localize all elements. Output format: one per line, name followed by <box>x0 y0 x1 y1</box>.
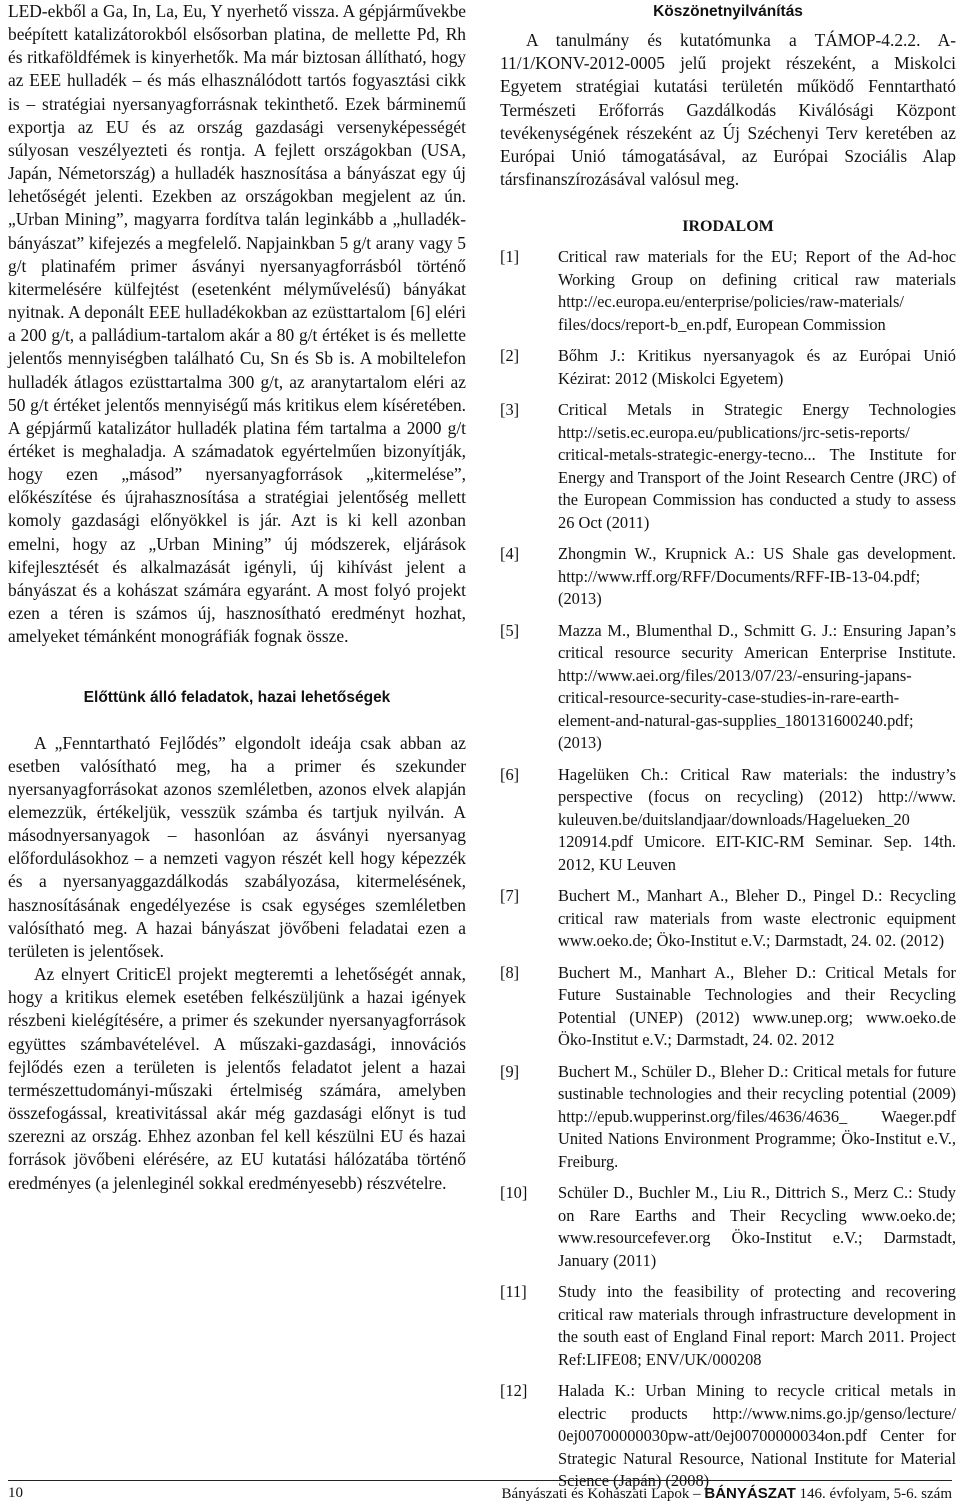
reference-text: Hagelüken Ch.: Critical Raw materials: the industry’s perspective (focus on recycling) (2012) http://www. kuleuven.be/duitslandjaar/downloads/Hagelueken_20 120914.pdf Umicore. EIT-KIC-RM Seminar. Sep. 14th. 2012, KU Leuven <box>558 764 956 874</box>
reference-item <box>500 1182 956 1272</box>
reference-item <box>500 962 956 1052</box>
reference-number: [6] <box>500 764 520 784</box>
reference-number: [3] <box>500 400 520 420</box>
right-column <box>500 0 956 1502</box>
reference-number: [7] <box>500 886 520 906</box>
acknowledgement-text: A tanulmány és kutatómunka a TÁMOP-4.2.2. A-11/1/KONV-2012-0005 jelű projekt részeként, a Miskolci Egyetem stratégiai kutatási területén működő Fenntartható Természeti Erőforrás Gazdálkodás Kiválósági Központ tevékenységének részeként az Új Széchenyi Terv keretében az Európai Unió támogatásával, az Európai Szociális Alap társfinanszírozásával valósul meg. <box>500 30 956 190</box>
reference-item <box>500 345 956 390</box>
reference-number: [8] <box>500 962 520 982</box>
journal-suffix: 146. évfolyam, 5-6. szám <box>799 1486 952 1502</box>
reference-item <box>500 764 956 877</box>
reference-number: [2] <box>500 346 520 366</box>
reference-text: Buchert M., Manhart A., Bleher D.: Critical Metals for Future Sustainable Technologies and their Recycling Potential (UNEP) (2012) www.unep.org; www.oeko.de Öko-Institut e.V.; Darmstadt, 24. 02. 2012 <box>558 962 956 1050</box>
reference-text: Critical raw materials for the EU; Report of the Ad-hoc Working Group on defining critical raw materials http://ec.europa.eu/enterprise/policies/raw-materials/ files/docs/report-b_en.pdf, European Commission <box>558 247 956 334</box>
reference-item <box>500 1380 956 1493</box>
reference-item <box>500 246 956 336</box>
reference-text: Buchert M., Schüler D., Bleher D.: Critical metals for future sustinable technologies and their recycling potential (2009) http://epub.wupperinst.org/files/4636/4636_ Waeger.pdf United Nations Environment Programme; Öko-Institut e.V., Freiburg. <box>558 1061 956 1171</box>
reference-text: Halada K.: Urban Mining to recycle critical metals in electric products http://www.nims.go.jp/genso/lecture/ 0ej00700000030pw-att/0ej00700000034on.pdf Center for Strategic Natural Resource, National Institute for Material Science (Japán) (2008) <box>558 1381 956 1491</box>
acknowledgement-heading: Köszönetnyilvánítás <box>653 3 803 20</box>
reference-text: Schüler D., Buchler M., Liu R., Dittrich S., Merz C.: Study on Rare Earths and Their Recycling www.oeko.de; www.resourcefever.org Öko-Institut e.V.; Darmstadt, January (2011) <box>558 1183 956 1270</box>
reference-item <box>500 885 956 953</box>
reference-number: [11] <box>500 1282 527 1302</box>
page-number: 10 <box>8 1485 23 1501</box>
reference-number: [12] <box>500 1381 528 1401</box>
page-footer <box>8 1480 952 1507</box>
reference-item <box>500 543 956 611</box>
reference-number: [4] <box>500 544 520 564</box>
references-heading: IRODALOM <box>682 218 774 236</box>
reference-number: [9] <box>500 1061 520 1081</box>
reference-item <box>500 620 956 755</box>
body-paragraph: LED-ekből a Ga, In, La, Eu, Y nyerhető vissza. A gépjárművekbe beépített katalizátorokból elsősorban platina, de mellette Pd, Rh és ritkaföldfémek is kinyerhetők. Ma már biztosan állítható, hogy az EEE hulladék – és más elhasználódott tartós fogyasztási cikk is – stratégiai nyersanyagforrásnak tekinthető. Ezek bárminemű exportja az EU és az ország gazdasági versenyképességét súlyosan veszélyezteti és rontja. A fejlett országokban (USA, Japán, Németország) a hulladék hasznosítása a bányászat egy új lehetőségét jelenti. Ezekben az országokban megjelent az ún. „Urban Mining”, magyarra fordítva talán leginkább a „hulladék-bányászat” kifejezés a megfelelő. Napjainkban 5 g/t arany vagy 5 g/t platinafém primer ásványi nyersanyagforrásból történő kitermelésére külfejtést (esetenként mélyművelésű) bányákat nyitnak. A deponált EEE hulladékokban az ezüsttartalom [6] eléri a 200 g/t, a palládium-tartalom akár a 80 g/t értéket is és mellette jelentős mennyiségben található Cu, Sn és Sb is. A mobiltelefon hulladék átlagos ezüsttartalma 300 g/t, az aranytartalom eléri az 50 g/t értéket jelentős mennyiségű más kritikus elem kíséretében. A gépjármű katalizátor hulladék platina fém tartalma a 2000 g/t értéket is meghaladja. A számadatok egyértelműen bizonyítják, hogy ezen „másod” nyersanyagforrások „kitermelése”, előkészítése és újrahasznosítása a stratégiai jelentőség mellett komoly gazdasági előnyökkel is jár. Azt is ki kell azonban emelni, hogy az „Urban Mining” új módszerek, eljárások kifejlesztését és alkalmazását igényli, új kihívást jelent a bányászat és a kohászat számára egyaránt. A most folyó projekt ezen a téren is számos új, hasznosítható eredményt hozhat, amelyeket témánként monográfiák fognak össze. <box>8 1 466 647</box>
body-paragraph: A „Fenntartható Fejlődés” elgondolt ideája csak abban az esetben valósítható meg, ha a primer és szekunder nyersanyagforrásokat azonos szemléletben, azonos elvek alapján elemezzük, értékeljük, vesszük számba és tartjuk nyilván. A másodnyersanyagok – hasonlóan az ásványi nyersanyag előfordulásokhoz – a nemzeti vagyon részét kell hogy képezzék és a nyersanyaggazdálkodás szabályozása, kitermelésének, hasznosításának engedélyezése is csak egységes szemléletben valósítható meg. A hazai bányászat jövőbeni feladatai ezen a területen is jelentősek. <box>8 732 466 961</box>
reference-text: Study into the feasibility of protecting and recovering critical raw materials through infrastructure development in the south east of England Final report: March 2011. Project Ref:LIFE08; ENV/UK/000208 <box>558 1282 956 1369</box>
reference-number: [1] <box>500 247 520 267</box>
reference-list <box>500 246 956 1493</box>
section-heading: Előttünk álló feladatok, hazai lehetőségek <box>83 689 391 707</box>
journal-info <box>502 1485 952 1503</box>
reference-text: Bőhm J.: Kritikus nyersanyagok és az Európai Unió Kézirat: 2012 (Miskolci Egyetem) <box>558 346 956 388</box>
reference-text: Zhongmin W., Krupnick A.: US Shale gas development. http://www.rff.org/RFF/Documents/RFF-IB-13-04.pdf; (2013) <box>558 544 956 609</box>
reference-text: Critical Metals in Strategic Energy Technologies http://setis.ec.europa.eu/publications/jrc-setis-reports/ critical-metals-strategic-energy-tecno... The Institute for Energy and Transport of the Joint Research Centre (JRC) of the European Commission has conducted a study to assess 26 Oct (2011) <box>558 400 956 532</box>
reference-number: [10] <box>500 1183 528 1203</box>
reference-item <box>500 1281 956 1371</box>
reference-item <box>500 1061 956 1174</box>
journal-name: BÁNYÁSZAT <box>704 1485 796 1502</box>
reference-text: Mazza M., Blumenthal D., Schmitt G. J.: Ensuring Japan’s critical resource security American Enterprise Institute. http://www.aei.org/files/2013/07/23/-ensuring-japans-critical-resource-security-case-studies-in-rare-earth-element-and-natural-gas-supplies_180131600240.pdf; (2013) <box>558 620 956 753</box>
left-column <box>8 0 466 1195</box>
journal-prefix: Bányászati és Kohászati Lapok – <box>501 1486 701 1502</box>
body-paragraph: Az elnyert CriticEl projekt megteremti a lehetőségét annak, hogy a kritikus elemek esetében felkészüljünk a hazai igények részbeni kielégítésére, a primer és szekunder nyersanyagforrások együttes számbavételével. A műszaki-gazdasági, innovációs fejlődés ezen a területen is jelentős feladatot jelent a hazai természettudományi-műszaki értelmiség számára, amelyben összefogással, kreativitással akár még gazdasági előnyt is tud szerezni az ország. Ehhez azonban fel kell készülni EU és hazai források jövőbeni elérésére, az EU kutatási hálózatába történő eredményes (a jelenleginél sokkal eredményesebb) részvételre. <box>8 964 466 1193</box>
reference-item <box>500 399 956 534</box>
reference-text: Buchert M., Manhart A., Bleher D., Pingel D.: Recycling critical raw materials from waste electronic equipment www.oeko.de; Öko-Institut e.V.; Darmstadt, 24. 02. (2012) <box>558 886 956 951</box>
reference-number: [5] <box>500 620 520 640</box>
